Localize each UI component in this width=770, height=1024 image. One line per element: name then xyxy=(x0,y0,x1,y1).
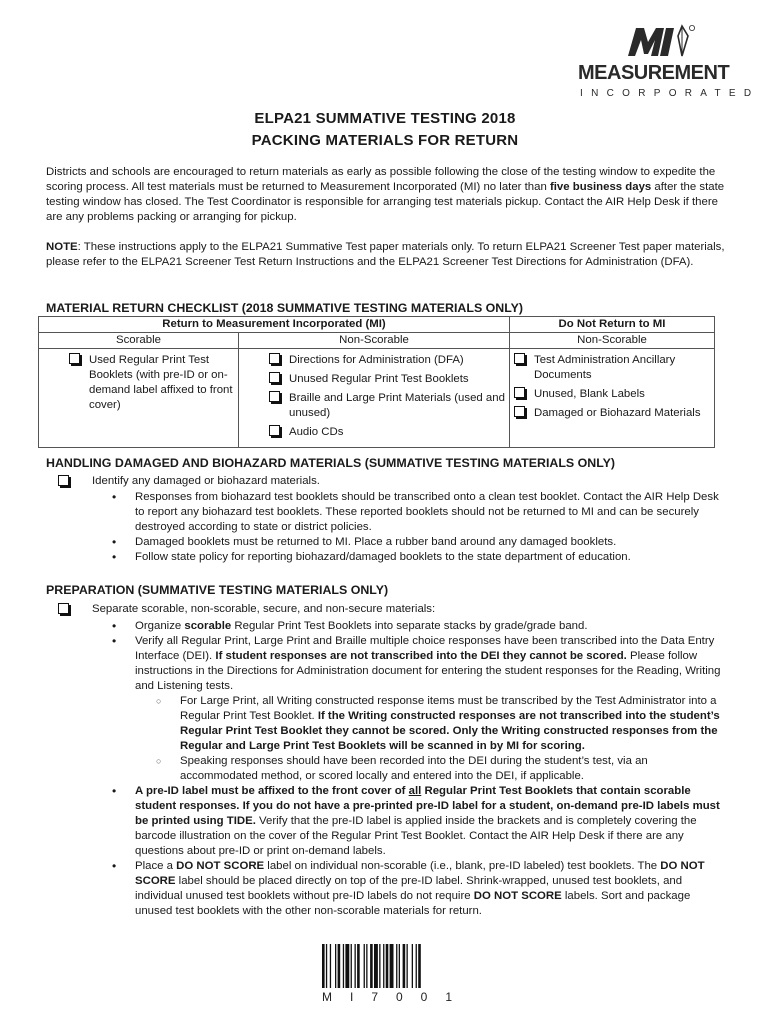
barcode-bar xyxy=(351,944,352,988)
list-item: • Verify all Regular Print, Large Print and Braille multiple choice responses have been transcribed into the Data Entry Interface (DEI). If student responses are not transcribed into the DEI they cannot be scored. Please follow instructions in the Directions for Administration document for entering the student responses for the Reading, Writing and Listening tests. ○ For Large Print, all Writing constructed response items must be transcribed by the Test Administrator into a Regular Print Test Booklet. If the Writing constructed responses are not transcribed into the student’s Regular Print Test Booklet they cannot be scored. Only the Writing constructed responses from the Regular and Large Print Test Booklets will be scanned in by MI for scoring. ○ Speaking responses should have been recorded into the DEI during the student’s test, via an accommodated method, or scored locally and entered into the DEI, if applicable. xyxy=(110,634,722,784)
barcode-bar xyxy=(374,944,378,988)
non-scorable-column-header: Non-Scorable xyxy=(239,333,510,349)
material-return-checklist-table xyxy=(38,316,715,448)
list-item: • Responses from biohazard test booklets should be transcribed onto a clean test booklet. Contact the AIR Help Desk to report any biohazard test booklets. These reported booklets should not be returned to MI and can be securely destroyed according to state or district policies. xyxy=(110,490,722,535)
list-item: • Damaged booklets must be returned to MI. Place a rubber band around any damaged booklets. xyxy=(110,535,722,550)
barcode-bar xyxy=(357,944,360,988)
non-scorable-column-header-2: Non-Scorable xyxy=(510,333,715,349)
checklist-item: Damaged or Biohazard Materials xyxy=(534,406,710,421)
note-paragraph: NOTE: These instructions apply to the ELPA21 Summative Test paper materials only. To return ELPA21 Screener Test paper materials, please refer to the ELPA21 Screener Test Return Instructions and the ELPA21 Screener Test Directions for Administration (DFA). xyxy=(46,241,725,268)
list-item: • Organize scorable Regular Print Test Booklets into separate stacks by grade/grade band. xyxy=(110,619,722,634)
barcode-bar xyxy=(364,944,365,988)
barcode-bar xyxy=(407,944,408,988)
checkbox-icon[interactable] xyxy=(514,406,525,417)
checklist-heading: MATERIAL RETURN CHECKLIST (2018 SUMMATIVE TESTING MATERIALS ONLY) xyxy=(46,301,524,315)
checklist-item: Test Administration Ancillary Documents xyxy=(534,353,710,383)
barcode-bar xyxy=(386,944,389,988)
barcode-bar xyxy=(403,944,406,988)
barcode-bar xyxy=(390,944,394,988)
checkbox-icon[interactable] xyxy=(269,425,280,436)
checklist-item: Braille and Large Print Materials (used and unused) xyxy=(289,391,505,421)
barcode-bar xyxy=(326,944,327,988)
checklist-item: Unused Regular Print Test Booklets xyxy=(289,372,505,387)
mi-logo-mark xyxy=(578,22,746,62)
barcode-bar xyxy=(412,944,413,988)
list-item: • Follow state policy for reporting biohazard/damaged booklets to the state department of education. xyxy=(110,550,722,565)
mi-logo xyxy=(578,22,760,102)
return-to-mi-header: Return to Measurement Incorporated (MI) xyxy=(39,317,510,333)
checkbox-icon[interactable] xyxy=(58,603,69,614)
list-item: • Place a DO NOT SCORE label on individual non-scorable (i.e., blank, pre-ID labeled) test booklets. The DO NOT SCORE label should be placed directly on top of the pre-ID label. Shrink-wrapped, unused test booklets, and individual unused test booklets without pre-ID labels do not require DO NOT SCORE labels. Sort and package unused test booklets with the other non-scorable materials for return. xyxy=(110,859,722,919)
scorable-column-header: Scorable xyxy=(39,333,239,349)
barcode-bar xyxy=(383,944,384,988)
barcode-bar xyxy=(370,944,373,988)
barcode-bar xyxy=(366,944,367,988)
barcode-bar xyxy=(396,944,397,988)
barcode-bar xyxy=(338,944,341,988)
barcode-bar xyxy=(355,944,356,988)
checkbox-icon[interactable] xyxy=(269,372,280,383)
barcode-label: MI7001 xyxy=(322,990,471,1004)
sub-list-item: ○ For Large Print, all Writing constructed response items must be transcribed by the Test Administrator into a Regular Print Test Booklet. If the Writing constructed responses are not transcribed into the student’s Regular Print Test Booklet they cannot be scored. Only the Writing constructed responses from the Regular and Large Print Test Booklets will be scanned in by MI for scoring. xyxy=(155,694,722,754)
checkbox-icon[interactable] xyxy=(514,387,525,398)
intro-paragraph: Districts and schools are encouraged to return materials as early as possible following the close of the testing window to expedite the scoring process. All test materials must be returned to Measurement Incorporated (MI) no later than five business days after the state testing window has closed. The Test Coordinator is responsible for arranging test materials pickup. Contact the AIR Help Desk if there are any problems packing or arranging for pickup. xyxy=(46,166,725,223)
barcode xyxy=(322,944,450,988)
checklist-item: Used Regular Print Test Booklets (with pre-ID or on-demand label affixed to front cover) xyxy=(89,353,234,413)
checklist-item: Directions for Administration (DFA) xyxy=(289,353,505,368)
barcode-bar xyxy=(345,944,349,988)
barcode-bar xyxy=(416,944,417,988)
logo-company-subtitle: INCORPORATED xyxy=(580,88,760,99)
checklist-item: Audio CDs xyxy=(289,425,505,440)
page-subtitle: PACKING MATERIALS FOR RETURN xyxy=(251,132,519,149)
barcode-bar xyxy=(343,944,344,988)
sub-list-item: ○ Speaking responses should have been recorded into the DEI during the student’s test, via an accommodated method, or scored locally and entered into the DEI, if applicable. xyxy=(155,754,722,784)
checkbox-icon[interactable] xyxy=(269,353,280,364)
barcode-bar xyxy=(418,944,421,988)
preparation-heading: PREPARATION (SUMMATIVE TESTING MATERIALS ONLY) xyxy=(46,583,389,597)
do-not-return-header: Do Not Return to MI xyxy=(510,317,715,333)
barcode-bar xyxy=(322,944,325,988)
barcode-bar xyxy=(399,944,400,988)
handling-heading: HANDLING DAMAGED AND BIOHAZARD MATERIALS (SUMMATIVE TESTING MATERIALS ONLY) xyxy=(46,456,616,470)
checkbox-icon[interactable] xyxy=(58,475,69,486)
checkbox-icon[interactable] xyxy=(269,391,280,402)
checkbox-icon[interactable] xyxy=(514,353,525,364)
handling-bullets xyxy=(110,490,722,565)
barcode-bar xyxy=(330,944,331,988)
logo-company-name: MEASUREMENT xyxy=(578,62,730,84)
page-title: ELPA21 SUMMATIVE TESTING 2018 xyxy=(254,110,516,127)
barcode-bar xyxy=(379,944,380,988)
barcode-bar xyxy=(335,944,336,988)
checklist-item: Unused, Blank Labels xyxy=(534,387,710,402)
preparation-bullets xyxy=(110,619,722,919)
list-item: • A pre-ID label must be affixed to the front cover of all Regular Print Test Booklets that contain scorable student responses. If you do not have a pre-printed pre-ID label for a student, on-demand pre-ID labels must be printed using TIDE. Verify that the pre-ID label is applied inside the brackets and is completely covering the barcode illustration on the cover of the Regular Print Test Booklet. Contact the AIR Help Desk if there are any questions about pre-ID or print on-demand labels. xyxy=(110,784,722,859)
checkbox-icon[interactable] xyxy=(69,353,80,364)
